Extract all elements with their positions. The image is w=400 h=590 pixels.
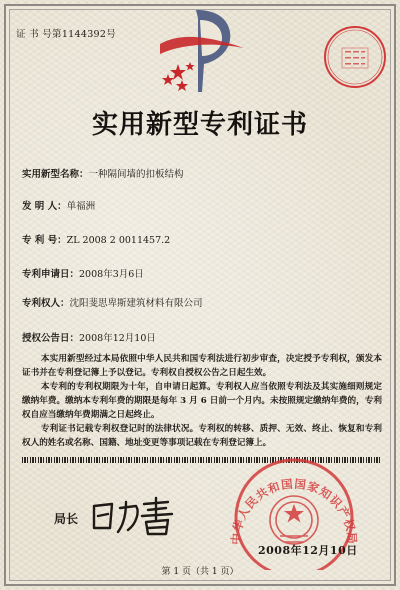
field-value: 一种隔间墙的扣板结构: [88, 169, 184, 180]
svg-text:中华人民共和国国家知识产权局: 中华人民共和国国家知识产权局: [228, 476, 360, 546]
field-value: 单福洲: [66, 201, 96, 212]
field-value: ZL 2008 2 0011457.2: [66, 235, 171, 246]
field-application-date: [22, 266, 144, 280]
sipo-emblem-icon: [152, 4, 252, 96]
body-paragraph: 本实用新型经过本局依照中华人民共和国专利法进行初步审查，决定授予专利权，颁发本证书并在专利登记簿上予以登记。专利权自授权公告之日起生效。: [22, 354, 382, 378]
field-value: 2008年12月10日: [79, 333, 156, 344]
body-paragraph: 专利证书记载专利权登记时的法律状况。专利权的转移、质押、无效、终止、恢复和专利权人的姓名或名称、国籍、地址变更等事项记载在专利登记簿上。: [22, 424, 382, 448]
field-patentee: [22, 295, 203, 309]
field-label: 专利申请日：: [22, 269, 80, 280]
field-value: 沈阳斐思卑斯建筑材料有限公司: [69, 298, 203, 309]
page-indicator: 第 1 页（共 1 页）: [161, 567, 239, 577]
field-announcement-date: [22, 330, 156, 344]
field-value: 2008年3月6日: [79, 269, 144, 280]
certificate-stamp-icon: [322, 24, 388, 90]
field-label: 发 明 人：: [22, 201, 67, 212]
director-signature-icon: [88, 494, 178, 538]
body-paragraph: 本专利的专利权期限为十年，自申请日起算。专利权人应当依照专利法及其实施细则规定缴纳年费。缴纳本专利年费的期限是每年 3 月 6 日前一个月内。未按照规定缴纳年费的，专利权自应当缴纳年费期满之日起终止。: [22, 382, 382, 420]
field-utility-model-name: [22, 166, 184, 180]
director-label: 局长: [54, 512, 79, 526]
issue-date: 2008年12月10日: [258, 544, 358, 557]
field-label: 专利权人：: [22, 298, 70, 309]
field-label: 专 利 号：: [22, 235, 67, 246]
certificate-number: 证 书 号第1144392号: [16, 29, 117, 40]
field-label: 实用新型名称：: [22, 169, 89, 180]
field-label: 授权公告日：: [22, 333, 80, 344]
field-inventor: [22, 198, 95, 212]
field-patent-number: [22, 232, 170, 246]
certificate-title: 实用新型专利证书: [91, 110, 308, 140]
